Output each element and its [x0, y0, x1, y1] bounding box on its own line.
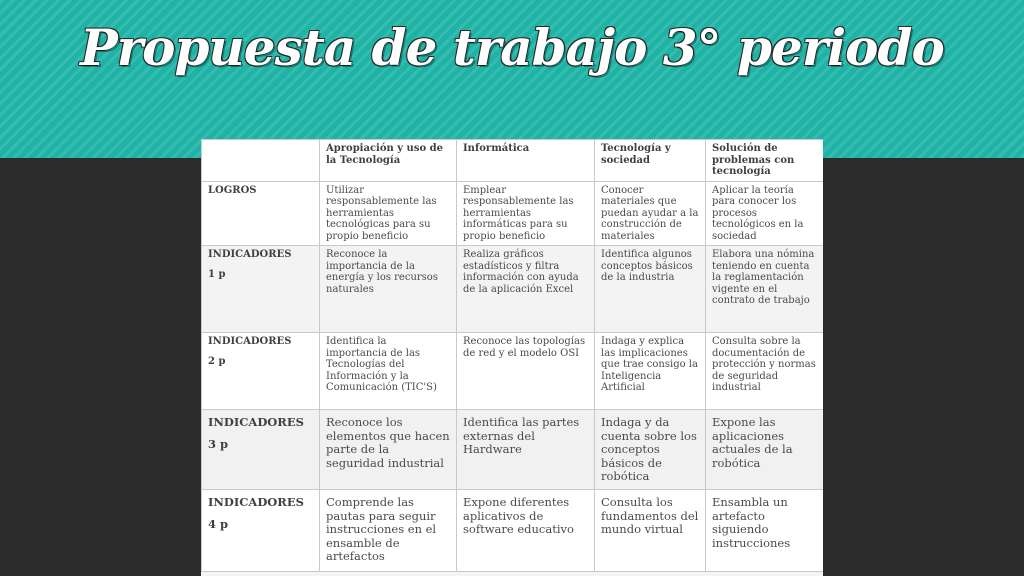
table-cell: Aplicar la teoría para conocer los procesos tecnológicos en la sociedad: [706, 181, 824, 246]
row-label: [202, 181, 320, 246]
table-row-logros: [202, 181, 824, 246]
table-cell: Utilizar responsablemente las herramientas tecnológicas para su propio beneficio: [320, 181, 457, 246]
row-label-text: INDICADORES: [208, 249, 292, 260]
header-cell-empty: [202, 140, 320, 182]
table-cell: Realiza gráficos estadísticos y filtra información con ayuda de la aplicación Excel: [457, 246, 595, 333]
row-label-text: INDICADORES: [208, 336, 292, 347]
table-cell: Expone las aplicaciones actuales de la robótica: [706, 410, 824, 490]
row-label: [202, 490, 320, 572]
table-cell: Consulta los fundamentos del mundo virtual: [595, 490, 706, 572]
table-row-indicadores-2p: [202, 333, 824, 410]
row-period: 3 p: [208, 436, 229, 451]
table-cell: Identifica las partes externas del Hardware: [457, 410, 595, 490]
row-label: [202, 333, 320, 410]
row-label-text: INDICADORES: [208, 415, 304, 429]
row-label-text: INDICADORES: [208, 495, 304, 509]
table-cell: Indaga y explica las implicaciones que trae consigo la Inteligencia Artificial: [595, 333, 706, 410]
table-cell: Identifica algunos conceptos básicos de la industria: [595, 246, 706, 333]
slide-title: Propuesta de trabajo 3° periodo: [80, 18, 944, 77]
table-header-row: [202, 140, 824, 182]
table-cell: Reconoce las topologías de red y el modelo OSI: [457, 333, 595, 410]
table-cell: Identifica la importancia de las Tecnologías del Información y la Comunicación (TIC'S): [320, 333, 457, 410]
work-proposal-table: [201, 139, 823, 572]
table-cell: Conocer materiales que puedan ayudar a la construcción de materiales: [595, 181, 706, 246]
table-cell: Ensambla un artefacto siguiendo instrucciones: [706, 490, 824, 572]
header-cell-tecnologia-sociedad: Tecnología y sociedad: [595, 140, 706, 182]
header-cell-solucion-problemas: Solución de problemas con tecnología: [706, 140, 824, 182]
header-cell-informatica: Informática: [457, 140, 595, 182]
table-row-indicadores-3p: [202, 410, 824, 490]
table-cell: Reconoce la importancia de la energía y los recursos naturales: [320, 246, 457, 333]
work-proposal-table-container: [201, 139, 823, 576]
row-period: 4 p: [208, 516, 229, 531]
table-cell: Comprende las pautas para seguir instrucciones en el ensamble de artefactos: [320, 490, 457, 572]
table-cell: Expone diferentes aplicativos de software educativo: [457, 490, 595, 572]
row-label: [202, 246, 320, 333]
table-cell: Emplear responsablemente las herramientas informáticas para su propio beneficio: [457, 181, 595, 246]
row-period: 2 p: [208, 355, 226, 367]
table-cell: Consulta sobre la documentación de protección y normas de seguridad industrial: [706, 333, 824, 410]
table-cell: Reconoce los elementos que hacen parte de la seguridad industrial: [320, 410, 457, 490]
table-cell: Elabora una nómina teniendo en cuenta la reglamentación vigente en el contrato de trabajo: [706, 246, 824, 333]
table-row-indicadores-4p: [202, 490, 824, 572]
header-cell-apropiacion: Apropiación y uso de la Tecnología: [320, 140, 457, 182]
row-label: [202, 410, 320, 490]
row-label-text: LOGROS: [208, 184, 257, 196]
table-cell: Indaga y da cuenta sobre los conceptos básicos de robótica: [595, 410, 706, 490]
table-row-indicadores-1p: [202, 246, 824, 333]
row-period: 1 p: [208, 268, 226, 280]
